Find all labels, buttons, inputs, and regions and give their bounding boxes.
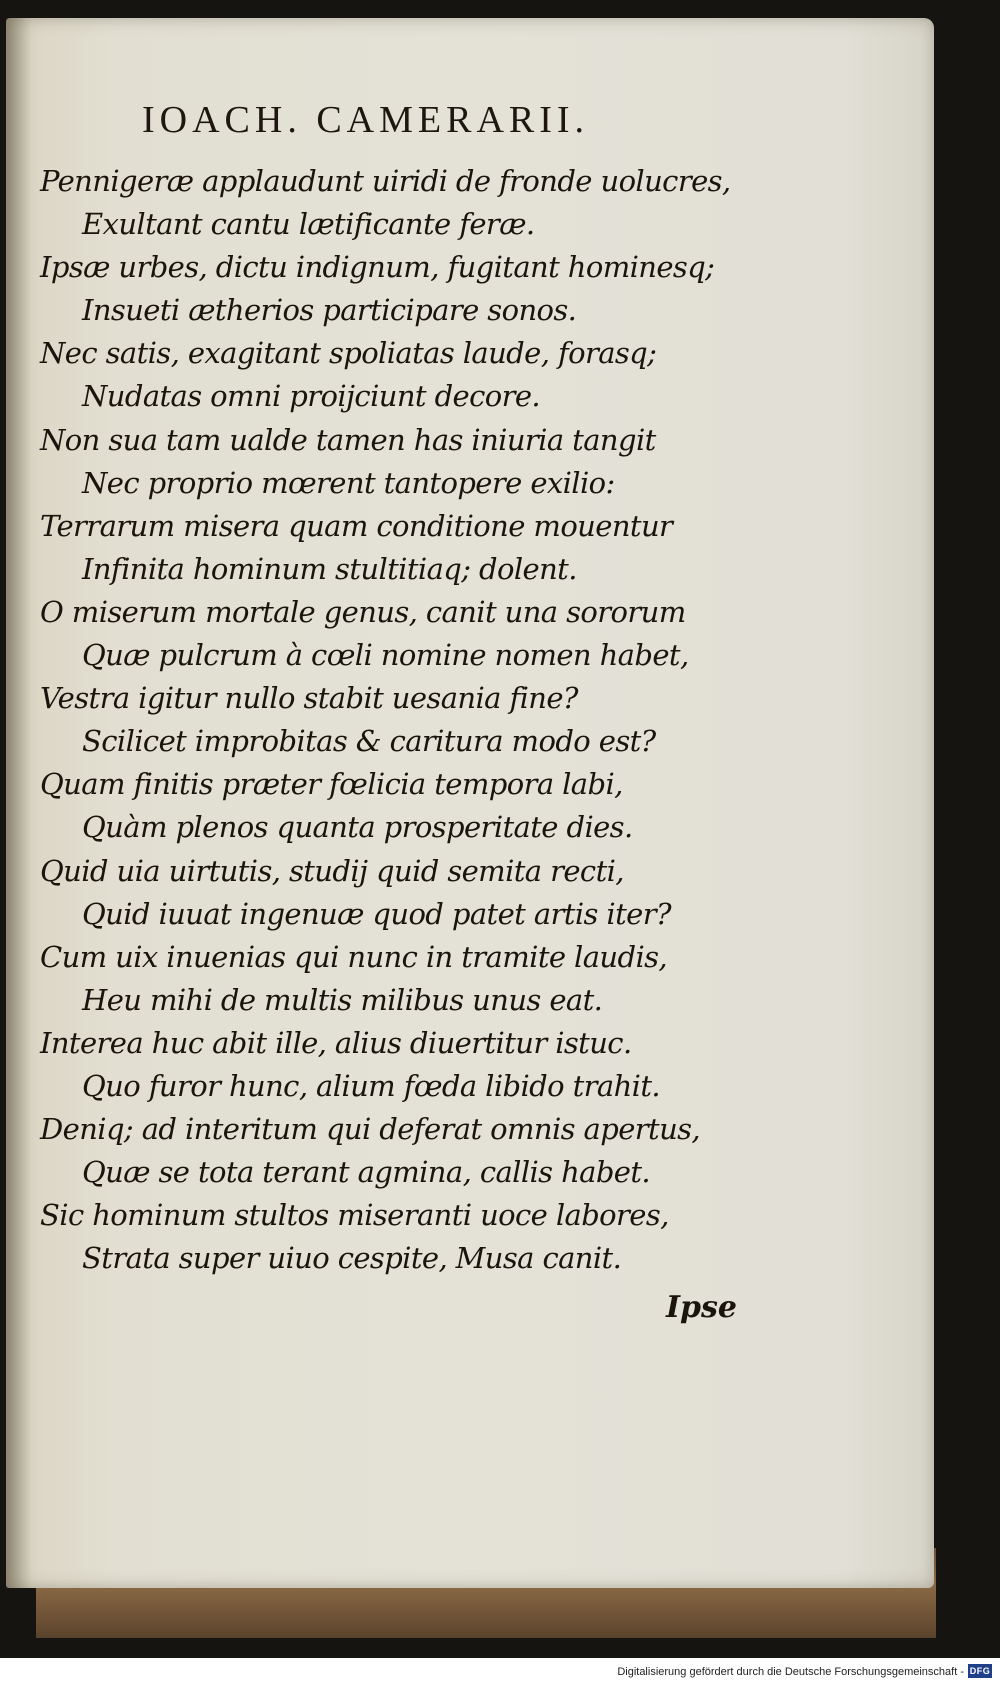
funding-credit: Digitalisierung gefördert durch die Deutsche Forschungsgemeinschaft - [617,1666,964,1678]
running-head: IOACH. CAMERARII. [142,99,590,141]
verse-line: Nec proprio mœrent tantopere exilio: [82,465,615,500]
verse-line: Strata super uiuo cespite, Musa canit. [82,1241,622,1276]
verse-line: Vestra igitur nullo stabit uesania fine? [40,681,578,716]
gutter-shadow [6,18,32,1588]
verse-line: Quæ se tota terant agmina, callis habet. [82,1155,651,1190]
verse-line: Pennigeræ applaudunt uiridi de fronde uolucres, [40,164,731,198]
verse-line: Quid iuuat ingenuæ quod patet artis iter? [82,896,671,931]
verse-line: Ipsæ urbes, dictu indignum, fugitant hominesq; [40,250,715,285]
verse-line: Interea huc abit ille, alius diuertitur istuc. [40,1025,632,1060]
verse-line: Insueti ætherios participare sonos. [82,293,577,328]
verse-line: Infinita hominum stultitiaq; dolent. [82,551,577,586]
verse-line: Quo furor hunc, alium fœda libido trahit. [82,1068,661,1103]
verse-line: O miserum mortale genus, canit una sororum [40,594,686,629]
catchword: Ipse [666,1290,737,1325]
verse-line: Non sua tam ualde tamen has iniuria tangit [40,422,656,457]
dfg-logo: DFG [969,1666,991,1676]
verse-line: Sic hominum stultos miseranti uoce labores, [40,1198,669,1233]
verse-line: Quam finitis præter fœlicia tempora labi, [40,767,623,802]
verse-line: Heu mihi de multis milibus unus eat. [82,982,603,1017]
verse-line: Nudatas omni proijciunt decore. [82,379,541,414]
verse-list [40,160,731,1280]
verse-line: Quæ pulcrum à cœli nomine nomen habet, [82,638,689,673]
verse-line: Quid uia uirtutis, studij quid semita recti, [40,853,624,888]
verse-line: Deniq; ad interitum qui deferat omnis apertus, [40,1112,701,1147]
verse-line: Scilicet improbitas & caritura modo est? [82,724,656,759]
verse-line: Exultant cantu lætificante feræ. [82,207,535,242]
verse-line: Quàm plenos quanta prosperitate dies. [82,810,633,845]
verse-line: Nec satis, exagitant spoliatas laude, forasq; [40,336,657,371]
verse-line: Cum uix inuenias qui nunc in tramite laudis, [40,939,668,974]
verse-line: Terrarum misera quam conditione mouentur [40,508,673,543]
